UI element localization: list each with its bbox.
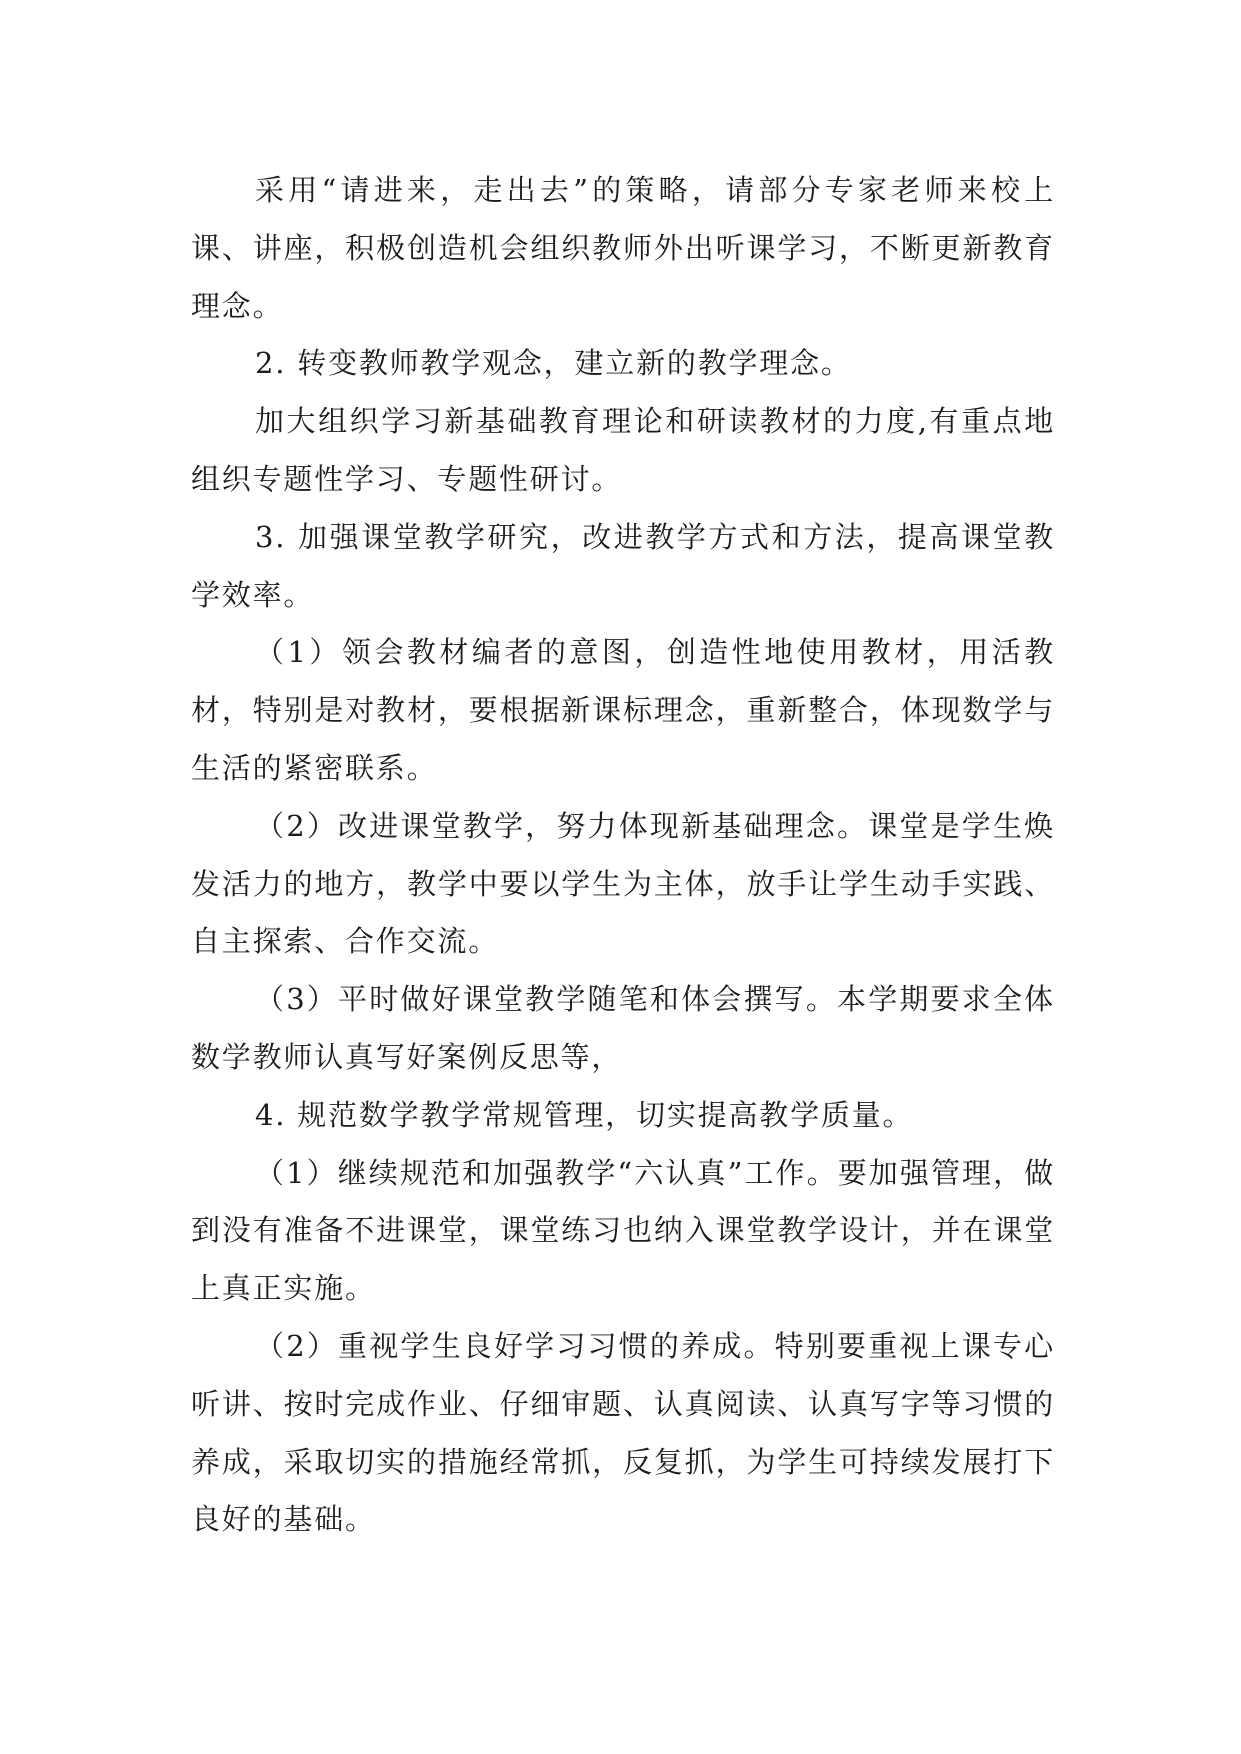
subitem-4-1: （1）继续规范和加强教学“六认真”工作。要加强管理，做到没有准备不进课堂，课堂练习也纳入课堂教学设计，并在课堂上真正实施。 (191, 1155, 1055, 1306)
subitem-4-2: （2）重视学生良好学习习惯的养成。特别要重视上课专心听讲、按时完成作业、仔细审题、认真阅读、认真写字等习惯的养成，采取切实的措施经常抓，反复抓，为学生可持续发展打下良好的基础。 (191, 1328, 1055, 1537)
subitem-3-2: （2）改进课堂教学，努力体现新基础理念。课堂是学生焕发活力的地方，教学中要以学生为主体，放手让学生动手实践、自主探索、合作交流。 (191, 808, 1055, 959)
subitem-3-3: （3）平时做好课堂教学随笔和体会撰写。本学期要求全体数学教师认真写好案例反思等， (191, 982, 1055, 1074)
paragraph-experts-strategy: 采用“请进来，走出去”的策略，请部分专家老师来校上课、讲座，积极创造机会组织教师外出听课学习，不断更新教育理念。 (191, 173, 1055, 323)
document-body (191, 162, 1055, 1549)
subitem-3-1: （1）领会教材编者的意图，创造性地使用教材，用活教材，特别是对教材，要根据新课标理念，重新整合，体现数学与生活的紧密联系。 (191, 635, 1055, 785)
heading-item-2: 2. 转变教师教学观念，建立新的教学理念。 (255, 346, 852, 381)
heading-item-3: 3. 加强课堂教学研究，改进教学方式和方法，提高课堂教学效率。 (191, 519, 1055, 612)
paragraph-study-theory: 加大组织学习新基础教育理论和研读教材的力度,有重点地组织专题性学习、专题性研讨。 (191, 404, 1055, 496)
heading-item-4: 4. 规范数学教学常规管理，切实提高教学质量。 (255, 1097, 914, 1132)
